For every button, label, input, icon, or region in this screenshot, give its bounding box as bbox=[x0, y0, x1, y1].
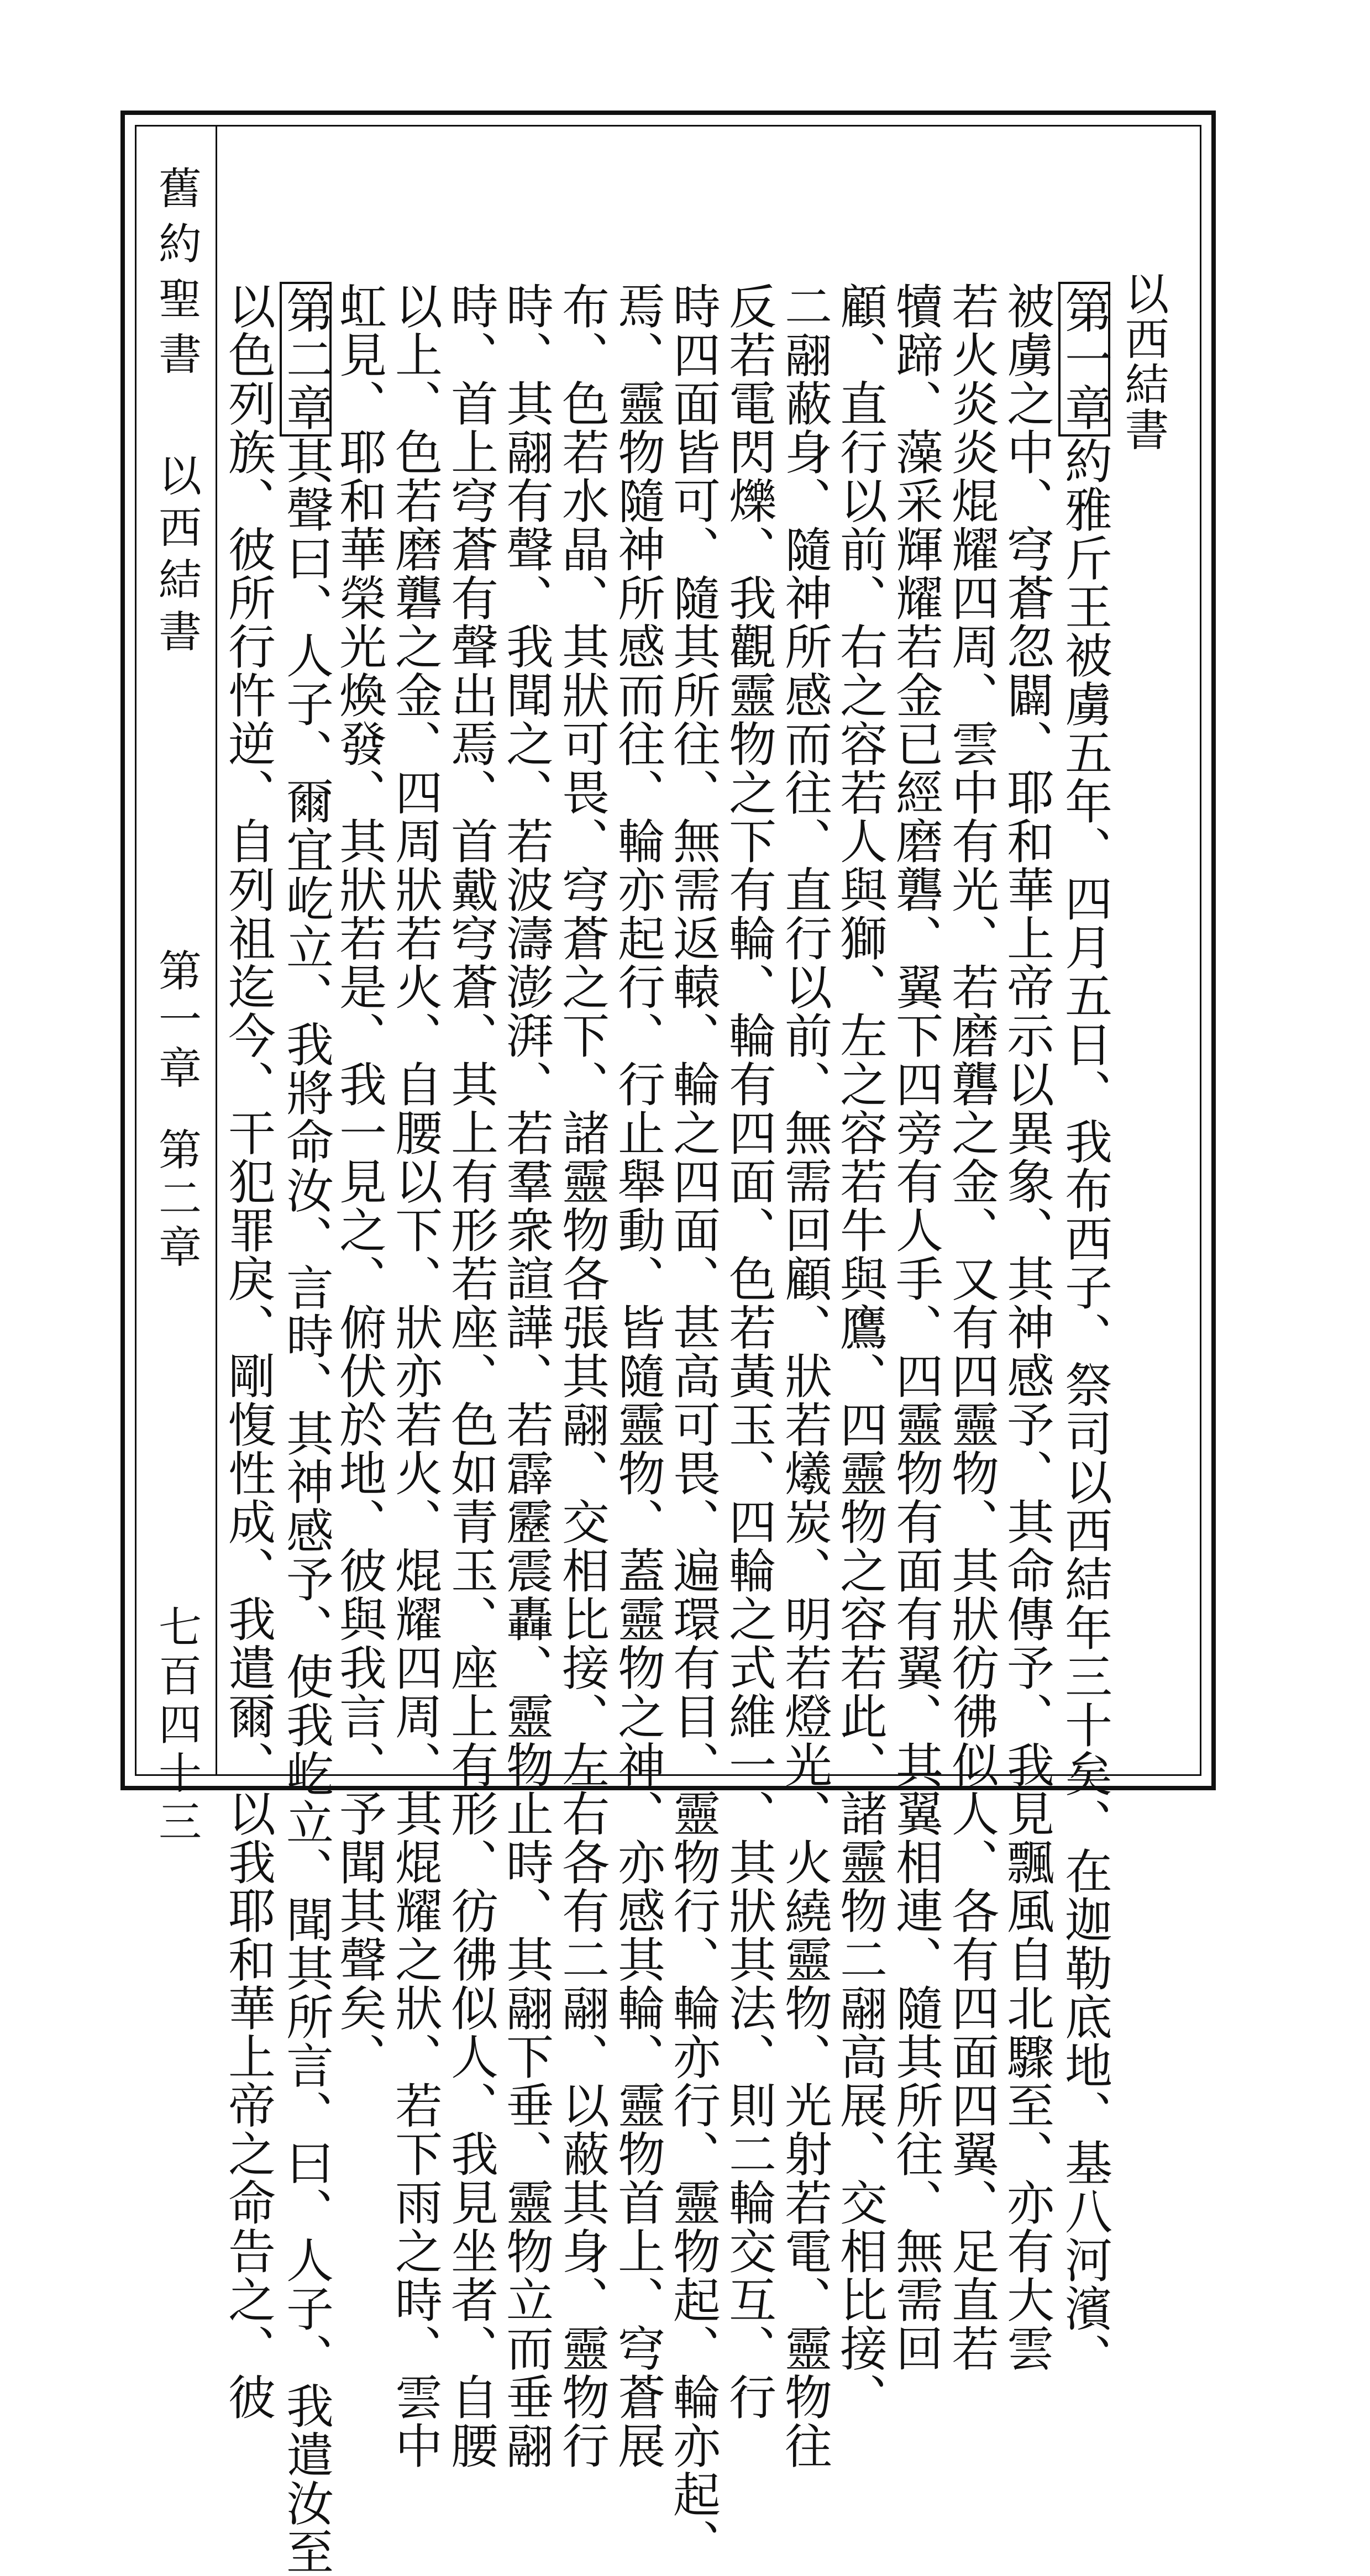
column-text: 時、首上穹蒼有聲出焉、首戴穹蒼、其上有形若座、色如青玉、座上有形、彷彿似人、我見坐者、自腰 bbox=[443, 282, 498, 2470]
column-text: 若火炎炎焜耀四周、雲中有光、若磨礱之金、又有四靈物、其狀彷彿似人、各有四面四翼、足直若 bbox=[943, 282, 999, 2373]
column-text: 時、其翮有聲、我聞之、若波濤澎湃、若羣衆諠譁、若霹靂震轟、靈物止時、其翮下垂、靈物立而垂翮 bbox=[498, 282, 553, 2470]
text-column-8 bbox=[665, 282, 720, 2567]
column-text: 焉、靈物隨神所感而往、輪亦起行、行止舉動、皆隨靈物、蓋靈物之神、亦感其輪、靈物首上、穹蒼展 bbox=[610, 282, 665, 2470]
column-text: 以色列族、彼所行忤逆、自列祖迄今、干犯罪戾、剛愎性成、我遣爾、以我耶和華上帝之命告之、彼 bbox=[220, 282, 275, 2421]
text-column-11 bbox=[498, 282, 553, 2470]
chapter-marker: 第一章 bbox=[1058, 282, 1110, 437]
chapter-ref-2: 第二章 bbox=[151, 1127, 201, 1273]
column-text: 布、色若水晶、其狀可畏、穹蒼之下、諸靈物各張其翮、交相比接、左右各有二翮、以蔽其身、靈物行 bbox=[554, 282, 609, 2470]
text-column-9 bbox=[610, 282, 665, 2470]
column-text: 約雅斤王被虜五年、四月五日、我布西子、祭司以西結年三十矣、在迦勒底地、基八河濱、 bbox=[1057, 437, 1112, 2382]
running-head: 以西結書 bbox=[1117, 271, 1169, 452]
column-text: 被虜之中、穹蒼忽闢、耶和華上帝示以異象、其神感予、其命傳予、我見飄風自北驟至、亦有大雲 bbox=[999, 282, 1054, 2373]
page-number: 七百四十三 bbox=[151, 1605, 201, 1848]
margin-info bbox=[151, 166, 201, 1848]
column-text: 時四面皆可、隨其所往、無需返轅、輪之四面、甚高可畏、遍環有目、靈物行、輪亦行、靈物起、輪亦起、 bbox=[665, 282, 720, 2567]
text-column-4 bbox=[888, 282, 943, 2373]
margin-divider bbox=[216, 127, 217, 1774]
text-column-5 bbox=[832, 282, 887, 2421]
text-column-6 bbox=[776, 282, 832, 2470]
chapter-ref-1: 第一章 bbox=[151, 948, 201, 1094]
text-column-1 bbox=[1057, 282, 1112, 2382]
column-text: 顧、直行以前、右之容若人與獅、左之容若牛與鷹、四靈物之容若此、諸靈物二翮高展、交相比接、 bbox=[832, 282, 887, 2421]
collection-title: 舊約聖書 bbox=[151, 166, 201, 387]
text-column-10 bbox=[554, 282, 609, 2470]
column-text: 虹見、耶和華榮光煥發、其狀若是、我一見之、俯伏於地、彼與我言、予聞其聲矣、 bbox=[331, 282, 386, 2081]
column-text: 其聲曰、人子、爾宜屹立、我將命汝、言時、其神感予、使我屹立、聞其所言、曰、人子、我遣汝至 bbox=[278, 437, 333, 2576]
text-column-14 bbox=[331, 282, 386, 2081]
column-text: 二翮蔽身、隨神所感而往、直行以前、無需回顧、狀若爔炭、明若燈光、火繞靈物、光射若電、靈物往 bbox=[776, 282, 832, 2470]
text-column-7 bbox=[721, 282, 776, 2421]
text-column-2 bbox=[999, 282, 1054, 2373]
text-column-12 bbox=[443, 282, 498, 2470]
text-column-3 bbox=[943, 282, 999, 2373]
column-text: 以上、色若磨礱之金、四周狀若火、自腰以下、狀亦若火、焜耀四周、其焜耀之狀、若下雨之時、雲中 bbox=[387, 282, 442, 2470]
column-text: 反若電閃爍、我觀靈物之下有輪、輪有四面、色若黃玉、四輪之式維一、其狀其法、則二輪交互、行 bbox=[721, 282, 776, 2421]
text-column-13 bbox=[387, 282, 442, 2470]
book-title: 以西結書 bbox=[151, 453, 201, 661]
chapter-marker-2: 第二章 bbox=[280, 282, 332, 437]
column-text: 犢蹄、藻采輝耀若金已經磨礱、翼下四旁有人手、四靈物有面有翼、其翼相連、隨其所往、無需回 bbox=[888, 282, 943, 2373]
text-column-15b bbox=[278, 282, 333, 2576]
text-column-16 bbox=[220, 282, 275, 2421]
